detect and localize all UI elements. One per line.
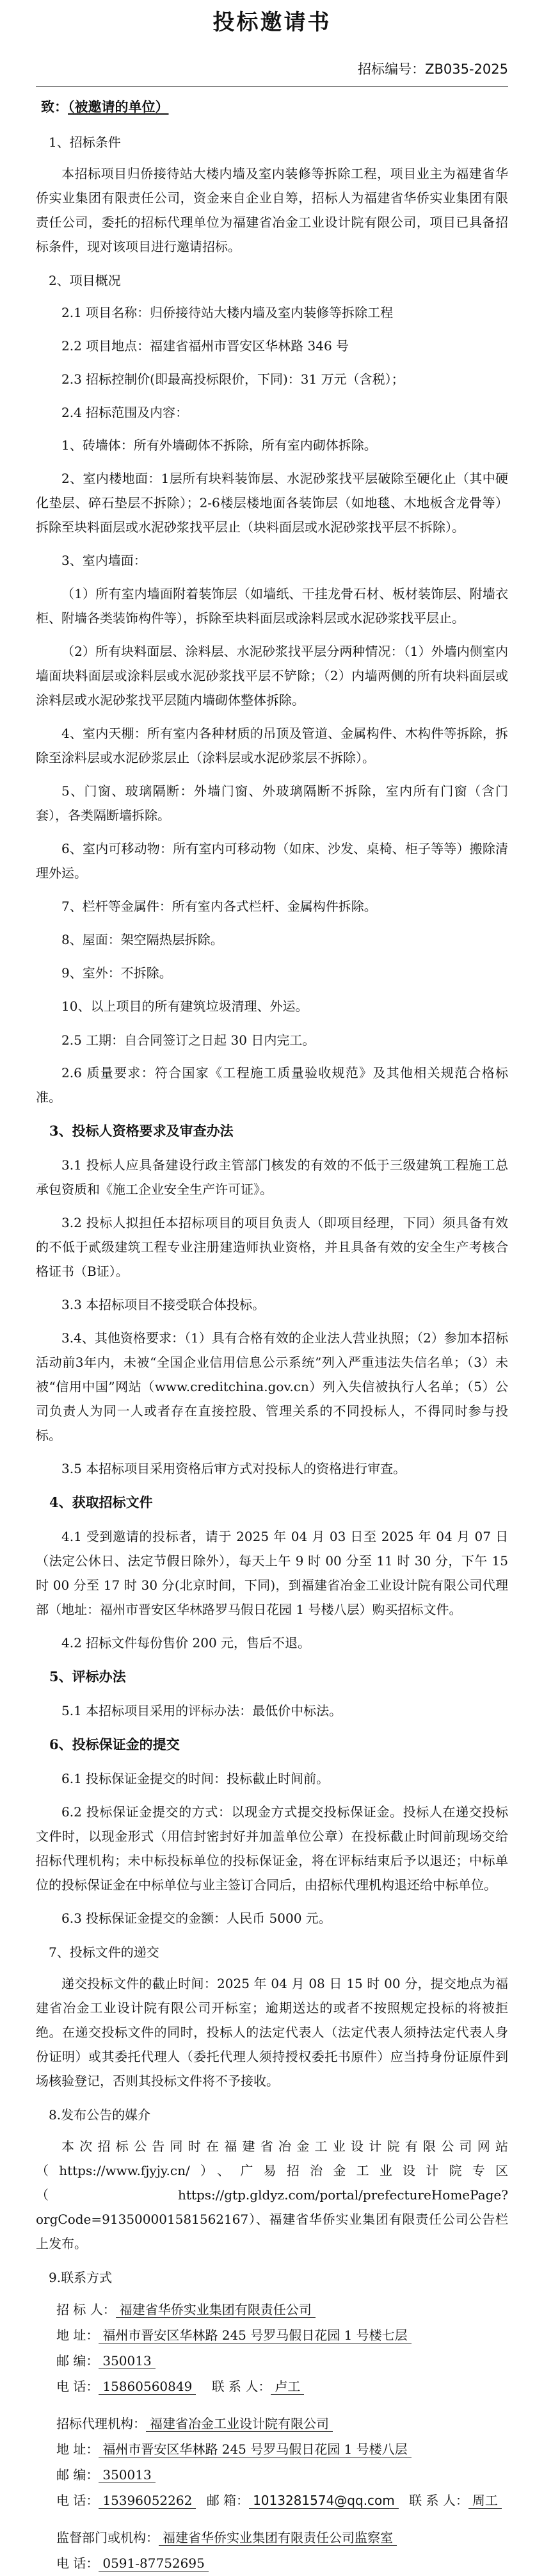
supervisor-contact-block bbox=[56, 2525, 508, 2576]
agent-address: 福州市晋安区华林路 245 号罗马假日花园 1 号楼八层 bbox=[99, 2441, 411, 2458]
qualification-3-4: 3.4、其他资格要求：（1）具有合格有效的企业法人营业执照；（2）参加本招标活动前3年内，未被“全国企业信用信息公示系统”列入严重违法失信名单；（3）未被“信用中国”网站（www.creditchina.gov.cn）列入失信被执行人名单；（5）公司负责人为同一人或者存在直接控股、管理关系的不同投标人，不得同时参与投标。 bbox=[36, 1330, 508, 1443]
agent-contact-block bbox=[56, 2411, 508, 2513]
section-3-heading: 3、投标人资格要求及审查办法 bbox=[49, 1123, 234, 1139]
deposit-6-3: 6.3 投标保证金提交的金额：人民币 5000 元。 bbox=[61, 1911, 332, 1926]
agent-email: 1013281574@qq.com bbox=[249, 2493, 399, 2509]
section-5-heading: 5、评标办法 bbox=[49, 1668, 126, 1684]
qualification-3-3: 3.3 本招标项目不接受联合体投标。 bbox=[61, 1297, 266, 1312]
tender-number-value: ZB035-2025 bbox=[425, 61, 508, 77]
agent-phone: 15396052262 bbox=[99, 2493, 196, 2509]
scope-item-7: 7、栏杆等金属件：所有室内各式栏杆、金属构件拆除。 bbox=[61, 899, 377, 914]
agent-contact: 周工 bbox=[468, 2493, 502, 2509]
scope-heading: 2.4 招标范围及内容： bbox=[61, 405, 189, 420]
section-6-heading: 6、投标保证金的提交 bbox=[49, 1736, 180, 1752]
media-body: 本次招标公告同时在福建省冶金工业设计院有限公司网站（https://www.fjyjy.cn/）、广易招治金工业设计院专区（https://gtp.gldyz.com/portal/prefectureHomePage?orgCode=913500001581562167）、福建省华侨实业集团有限责任公司公告栏上发布。 bbox=[36, 2139, 508, 2251]
supervisor-dept: 福建省华侨实业集团有限责任公司监察室 bbox=[159, 2530, 397, 2546]
owner-phone-row: 电 话： 15860560849 联 系 人： 卢工 bbox=[56, 2374, 508, 2399]
submission-body: 递交投标文件的截止时间：2025 年 04 月 08 日 15 时 00 分，提交地点为福建省冶金工业设计院有限公司开标室；逾期送达的或者不按照规定投标的将被拒绝。在递交投标文件的同时，投标人的法定代表人（法定代表人须持法定代表人身份证明）或其委托代理人（委托代理人须持授权委托书原件）应当持身份证原件到场核验登记，否则其投标文件将不予接收。 bbox=[36, 1976, 508, 2089]
header-divider bbox=[36, 86, 508, 87]
scope-item-4: 4、室内天棚：所有室内各种材质的吊顶及管道、金属构件、木构件等拆除，拆除至涂料层或水泥砂浆层止（涂料层或水泥砂浆层不拆除）。 bbox=[36, 726, 508, 765]
addressee-name: （被邀请的单位） bbox=[68, 99, 169, 115]
project-duration: 2.5 工期：自合同签订之日起 30 日内完工。 bbox=[61, 1032, 316, 1048]
addressee-lead: 致： bbox=[41, 99, 68, 115]
supervisor-phone: 0591-87752695 bbox=[99, 2556, 208, 2572]
scope-item-3: 3、室内墙面： bbox=[61, 553, 147, 568]
owner-contact: 卢工 bbox=[271, 2379, 304, 2395]
project-budget: 2.3 招标控制价(即最高投标限价，下同)：31 万元（含税）； bbox=[61, 371, 404, 387]
quality-requirement: 2.6 质量要求：符合国家《工程施工质量验收规范》及其他相关规范合格标准。 bbox=[36, 1065, 508, 1105]
scope-item-1: 1、砖墙体：所有外墙砌体不拆除，所有室内砌体拆除。 bbox=[61, 437, 377, 453]
owner-name: 福建省华侨实业集团有限责任公司 bbox=[116, 2302, 316, 2318]
supervisor-phone-row: 电 话： 0591-87752695 bbox=[56, 2550, 508, 2576]
owner-address: 福州市晋安区华林路 245 号罗马假日花园 1 号楼七层 bbox=[99, 2327, 411, 2344]
owner-phone: 15860560849 bbox=[99, 2379, 196, 2395]
scope-item-3a: （1）所有室内墙面附着装饰层（如墙纸、干挂龙骨石材、板材装饰层、附墙衣柜、附墙各类装饰构件等），拆除至块料面层或涂料层或水泥砂浆找平层止。 bbox=[36, 586, 508, 626]
scope-item-2: 2、室内楼地面：1层所有块料装饰层、水泥砂浆找平层破除至硬化止（其中硬化垫层、碎石垫层不拆除）；2-6楼层楼地面各装饰层（如地毯、木地板含龙骨等）拆除至块料面层或水泥砂浆找平层止（块料面层或水泥砂浆找平层不拆除）。 bbox=[36, 471, 508, 535]
tender-number bbox=[36, 60, 508, 78]
scope-item-10: 10、以上项目的所有建筑垃圾清理、外运。 bbox=[61, 999, 308, 1014]
agent-zip: 350013 bbox=[99, 2467, 155, 2483]
supervisor-dept-row: 监督部门或机构： 福建省华侨实业集团有限责任公司监察室 bbox=[56, 2525, 508, 2550]
section-2-heading: 2、项目概况 bbox=[49, 273, 121, 288]
owner-contact-block bbox=[56, 2297, 508, 2399]
document-title: 投标邀请书 bbox=[212, 10, 332, 35]
owner-zip-row: 邮 编： 350013 bbox=[56, 2348, 508, 2374]
evaluation-5-1: 5.1 本招标项目采用的评标办法：最低价中标法。 bbox=[61, 1703, 342, 1718]
qualification-3-5: 3.5 本招标项目采用资格后审方式对投标人的资格进行审查。 bbox=[61, 1461, 406, 1476]
agent-zip-row: 邮 编： 350013 bbox=[56, 2462, 508, 2488]
owner-zip: 350013 bbox=[99, 2353, 155, 2369]
section-4-heading: 4、获取招标文件 bbox=[49, 1494, 153, 1510]
agent-phone-row: 电 话： 15396052262 邮 箱： 1013281574@qq.com 联 系 人： 周工 bbox=[56, 2488, 508, 2513]
section-1-body: 本招标项目归侨接待站大楼内墙及室内装修等拆除工程，项目业主为福建省华侨实业集团有限责任公司，资金来自企业自筹，招标人为福建省华侨实业集团有限责任公司，委托的招标代理单位为福建省冶金工业设计院有限公司，项目已具备招标条件，现对该项目进行邀请招标。 bbox=[36, 166, 508, 254]
scope-item-6: 6、室内可移动物：所有室内可移动物（如床、沙发、桌椅、柜子等等）搬除清理外运。 bbox=[36, 841, 508, 881]
deposit-6-1: 6.1 投标保证金提交的时间：投标截止时间前。 bbox=[61, 1771, 330, 1786]
qualification-3-2: 3.2 投标人拟担任本招标项目的项目负责人（即项目经理，下同）须具备有效的不低于贰级建筑工程专业注册建造师执业资格，并且具备有效的安全生产考核合格证书（B证）。 bbox=[36, 1215, 508, 1279]
deposit-6-2: 6.2 投标保证金提交的方式：以现金方式提交投标保证金。投标人在递交投标文件时，以现金形式（用信封密封好并加盖单位公章）在投标截止时间前现场交给招标代理机构；未中标投标单位的投标保证金，将在评标结束后予以退还；中标单位的投标保证金在中标单位与业主签订合同后，由招标代理机构退还给中标单位。 bbox=[36, 1804, 508, 1893]
scope-item-9: 9、室外：不拆除。 bbox=[61, 965, 172, 981]
scope-item-8: 8、屋面：架空隔热层拆除。 bbox=[61, 932, 223, 947]
project-location: 2.2 项目地点：福建省福州市晋安区华林路 346 号 bbox=[61, 338, 349, 354]
agent-address-row: 地 址： 福州市晋安区华林路 245 号罗马假日花园 1 号楼八层 bbox=[56, 2436, 508, 2462]
scope-item-5: 5、门窗、玻璃隔断：外墙门窗、外玻璃隔断不拆除，室内所有门窗（含门套），各类隔断墙拆除。 bbox=[36, 783, 508, 823]
tender-number-label: 招标编号： bbox=[358, 61, 426, 77]
section-9-heading: 9.联系方式 bbox=[49, 2270, 113, 2285]
addressee-line bbox=[41, 97, 508, 117]
agent-name: 福建省冶金工业设计院有限公司 bbox=[146, 2416, 333, 2432]
project-name: 2.1 项目名称：归侨接待站大楼内墙及室内装修等拆除工程 bbox=[61, 305, 394, 320]
obtain-docs-4-2: 4.2 招标文件每份售价 200 元，售后不退。 bbox=[61, 1635, 311, 1651]
section-8-heading: 8.发布公告的媒介 bbox=[49, 2107, 151, 2123]
qualification-3-1: 3.1 投标人应具备建设行政主管部门核发的有效的不低于三级建筑工程施工总承包资质和《施工企业安全生产许可证》。 bbox=[36, 1157, 508, 1197]
owner-address-row: 地 址： 福州市晋安区华林路 245 号罗马假日花园 1 号楼七层 bbox=[56, 2322, 508, 2348]
scope-item-3b: （2）所有块料面层、涂料层、水泥砂浆找平层分两种情况：（1）外墙内侧室内墙面块料面层或涂料层或水泥砂浆找平层不铲除；（2）内墙两侧的所有块料面层或涂料层或水泥砂浆找平层随内墙砌体整体拆除。 bbox=[36, 644, 508, 708]
section-7-heading: 7、投标文件的递交 bbox=[49, 1944, 159, 1960]
obtain-docs-4-1: 4.1 受到邀请的投标者，请于 2025 年 04 月 03 日至 2025 年 04 月 07 日（法定公休日、法定节假日除外），每天上午 9 时 00 分至 11 时 30 分，下午 15 时 00 分至 17 时 30 分(北京时间，下同)，到福建省冶金工业设计院有限公司代理部（地址：福州市晋安区华林路罗马假日花园 1 号楼八层）购买招标文件。 bbox=[36, 1529, 508, 1617]
section-1-heading: 1、招标条件 bbox=[49, 135, 121, 150]
owner-name-row: 招 标 人： 福建省华侨实业集团有限责任公司 bbox=[56, 2297, 508, 2322]
agent-name-row: 招标代理机构： 福建省冶金工业设计院有限公司 bbox=[56, 2411, 508, 2436]
